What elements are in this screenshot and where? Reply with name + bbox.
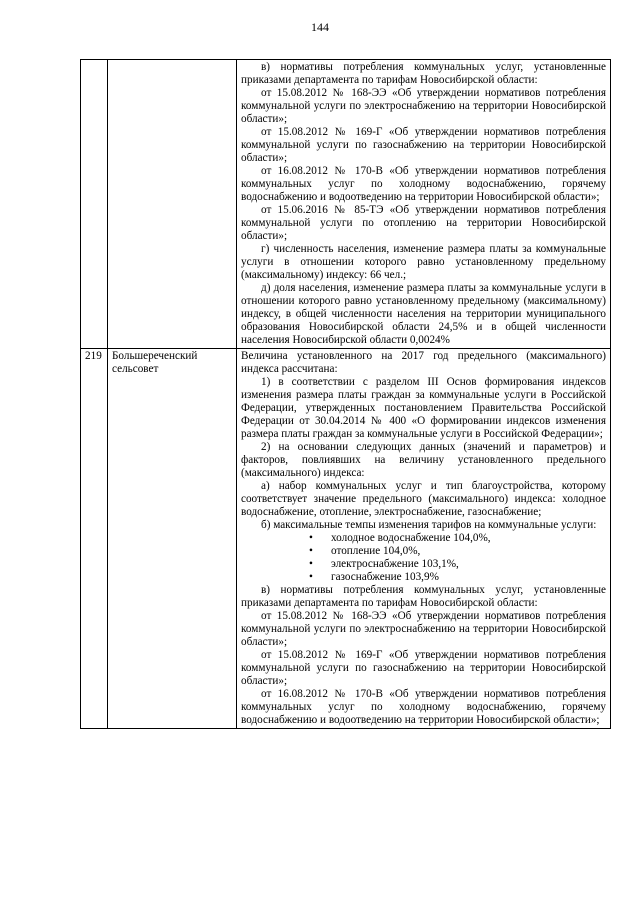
paragraph: 2) на основании следующих данных (значений и параметров) и факторов, повлиявших на величину установленного предельного (максимального) индекса: [241, 441, 606, 479]
municipality-name-cell: Большереченский сельсовет [108, 349, 237, 729]
paragraph: г) численность населения, изменение размера платы за коммунальные услуги в отношении которого равно установленному предельному (максимальному) индексу: 66 чел.; [241, 243, 606, 281]
paragraph: от 16.08.2012 № 170-В «Об утверждении нормативов потребления коммунальных услуг по холодному водоснабжению, горячему водоснабжению и водоотведению на территории Новосибирской области»; [241, 688, 606, 726]
list-item [241, 558, 606, 571]
bullet-icon: • [309, 532, 313, 544]
row-number-cell [81, 60, 108, 349]
paragraph: от 15.06.2016 № 85-ТЭ «Об утверждении нормативов потребления коммунальной услуги по отоплению на территории Новосибирской области»; [241, 204, 606, 242]
paragraph: 1) в соответствии с разделом III Основ формирования индексов изменения размера платы граждан за коммунальные услуги в Российской Федерации, утвержденных постановлением Правительства Российской Федерации от 30.04.2014 № 400 «О формировании индексов изменения размера платы граждан за коммунальные услуги в Российской Федерации»; [241, 376, 606, 440]
paragraph: Величина установленного на 2017 год предельного (максимального) индекса рассчитана: [241, 350, 606, 375]
list-item-text: газоснабжение 103,9% [331, 571, 439, 583]
description-cell [237, 349, 611, 729]
page-number: 144 [311, 20, 329, 34]
paragraph: в) нормативы потребления коммунальных услуг, установленные приказами департамента по тарифам Новосибирской области: [241, 61, 606, 86]
paragraph: в) нормативы потребления коммунальных услуг, установленные приказами департамента по тарифам Новосибирской области: [241, 584, 606, 609]
bullet-icon: • [309, 558, 313, 570]
table-row [81, 349, 611, 729]
paragraph: от 15.08.2012 № 169-Г «Об утверждении нормативов потребления коммунальной услуги по газоснабжению на территории Новосибирской области»; [241, 126, 606, 164]
bullet-icon: • [309, 571, 313, 583]
list-item [241, 571, 606, 584]
list-item-text: электроснабжение 103,1%, [331, 558, 459, 570]
paragraph: б) максимальные темпы изменения тарифов на коммунальные услуги: [261, 519, 597, 531]
paragraph: д) доля населения, изменение размера платы за коммунальные услуги в отношении которого равно установленному предельному (максимальному) индексу, в общей численности населения на территории муниципального образования Новосибирской области 24,5% и в общей численности населения Новосибирской области 0,0024% [241, 282, 606, 346]
data-table [80, 59, 611, 729]
row-number-cell: 219 [81, 349, 108, 729]
paragraph: а) набор коммунальных услуг и тип благоустройства, которому соответствует значение предельного (максимального) индекса: холодное водоснабжение, отопление, электроснабжение, газоснабжение; [241, 480, 606, 518]
paragraph: от 15.08.2012 № 168-ЭЭ «Об утверждении нормативов потребления коммунальной услуги по электроснабжению на территории Новосибирской области»; [241, 610, 606, 648]
tariff-bullet-list [241, 532, 606, 584]
paragraph: от 15.08.2012 № 168-ЭЭ «Об утверждении нормативов потребления коммунальной услуги по электроснабжению на территории Новосибирской области»; [241, 87, 606, 125]
list-item [241, 545, 606, 558]
list-item-text: отопление 104,0%, [331, 545, 421, 557]
paragraph: от 16.08.2012 № 170-В «Об утверждении нормативов потребления коммунальных услуг по холодному водоснабжению, горячему водоснабжению и водоотведению на территории Новосибирской области»; [241, 165, 606, 203]
list-item-text: холодное водоснабжение 104,0%, [331, 532, 491, 544]
paragraph: от 15.08.2012 № 169-Г «Об утверждении нормативов потребления коммунальной услуги по газоснабжению на территории Новосибирской области»; [241, 649, 606, 687]
description-cell [237, 60, 611, 349]
list-item [241, 532, 606, 545]
municipality-name-cell [108, 60, 237, 349]
table-row [81, 60, 611, 349]
bullet-icon: • [309, 545, 313, 557]
